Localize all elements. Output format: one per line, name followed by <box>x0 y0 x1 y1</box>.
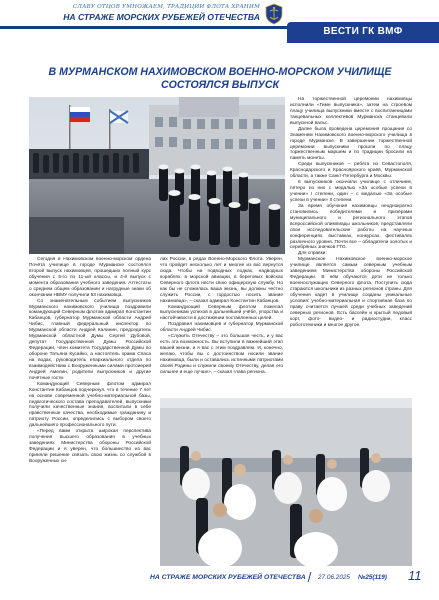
paragraph: Далее была проведена церемония прощания со Знаменем Нахимовского военно-морского училища в городе Мурманске. В завершении торжественной церемонии выпускники прошли по плацу торжественным маршем и по традиции бросили на память монеты. <box>290 126 412 162</box>
navy-emblem-icon <box>263 3 285 25</box>
page-number: 11 <box>408 568 422 583</box>
paragraph: Среди выпускников – ребята из Севастополя, Краснодарского и Красноярского краёв, Мурманской области, а также Санкт-Петербурга и Москвы. <box>290 162 412 180</box>
article-column-1 <box>29 257 151 465</box>
footer-separator <box>308 572 312 582</box>
paragraph: «Служить Отечеству – это большая честь, и у вас есть эта возможность. Вы вступили в важнейший этап вашей жизни, и я вас с этим поздравляю. И, конечно, желаю, чтобы вы с достоинством носили звание нахимовца, были и оставались истинными патриотами своей Родины и служили своему Отечеству, делая его сильнее и еще лучше», – сказал глава региона. <box>160 334 283 375</box>
issue-number: №25(119) <box>358 574 387 581</box>
parade-photo <box>29 97 285 254</box>
header-motto: СЛАВУ ОТЦОВ УМНОЖАЕМ, ТРАДИЦИИ ФЛОТА ХРАНИМ <box>72 4 260 10</box>
paragraph: Со знаменательным событием выпускников Мурманского нахимовского училища поздравили командующий Северным флотом адмирал Константин Кабанцов, губернатор Мурманской области Андрей Чибис, главный федеральный инспектор по Мурманской области Андрей Калинин, председатель Мурманской областной Думы Сергей Дубовой, депутат Государственной Думы Российской Федерации, член комитета Государственной Думы по обороне Татьяна Кусайко, а настоятель храма Спаса на водах, руководитель епархиального отдела по взаимодействию с Вооруженными силами протоиерей Андрей Амелин, родители выпускников и другие почётные гости. <box>29 298 151 381</box>
footer-newspaper-title: НА СТРАЖЕ МОРСКИХ РУБЕЖЕЙ ОТЕЧЕСТВА <box>150 574 306 581</box>
paragraph: Мурманское Нахимовское военно-морское училище является самым северным учебным заведением Министерства обороны Российской Федерации. В нём обучаются дети не только военнослужащих Северного флота. Поступить сюда стараются школьники из разных регионов страны. Для обучения кадет в училище созданы уникальные условия: учебно-материальная и спортивная база по праву считается лучшей среди учебных заведений северных регионов. Есть бассейн и крытый ледовый корт, фото- видео- и радиостудии, класс робототехники и многое другое. <box>290 257 412 328</box>
issue-date: 27.06.2025 <box>318 574 350 581</box>
paragraph: 6 выпускников окончили училище с отличием, пятеро из них с медалью «За особые успехи в учении» I степени, один – с медалью «За особые успехи в учении» II степени. <box>290 180 412 203</box>
paragraph: Командующий Северным флотом пожелал выпускникам успехов в дальнейшей учёбе, упорства и настойчивости в достижении поставленных целей. <box>160 304 283 322</box>
reference-label: Для справки: <box>298 251 327 257</box>
newspaper-title: НА СТРАЖЕ МОРСКИХ РУБЕЖЕЙ ОТЕЧЕСТВА <box>63 12 260 22</box>
section-tab <box>287 22 439 43</box>
paragraph: Поздравил нахимовцев и губернатор Мурманской области Андрей Чибис. <box>160 322 283 334</box>
header-divider <box>0 26 287 29</box>
paragraph: Сегодня в Нахимовском военно-морском ордена Почёта училище в городе Мурманске состоялся второй выпуск нахимовцев, прошедших полный курс обучения с 5-го по 11-ый классы, и 4-й выпуск с момента образования учебного заведения. Аттестаты о среднем общем образовании и нагрудные знаки об окончании НВМУ получили 53 нахимовца. <box>29 257 151 298</box>
paragraph: За время обучения нахимовцы неоднократно становились победителями и призёрами муниципального и регионального этапов всероссийской олимпиады школьников, представляли свои исследовательские работы на научных конференциях, выставках, конкурсах, фестивалях различного уровня. Почти все – обладатели золотых и серебряных значков ГТО. <box>290 203 412 251</box>
paragraph: «Перед вами открыта широкая перспектива получения высшего образования в учебных заведениях Министерства обороны Российской Федерации и я уверен, что большинство из вас приняли решение связать свою жизнь со службой в Вооруженных си- <box>29 429 151 464</box>
article-column-2 <box>160 257 283 376</box>
section-label: ВЕСТИ ГК ВМФ <box>323 26 403 37</box>
paragraph: лах России, в рядах Военно-Морского Флота. Уверен, что пройдет несколько лет и многие из вас вернутся сюда. Чтобы на подводных лодках, надводных кораблях, в морской авиации, в береговых войсках Северного флота нести свою офицерскую службу. Но как бы не сложилась ваша жизнь, вы должны честно служить России, с гордостью носить звание нахимовца», – сказал адмирал Константин Кабанцов. <box>160 257 283 304</box>
waltz-photo <box>160 398 412 566</box>
paragraph: Командующий Северным флотом адмирал Константин Кабанцов подчеркнул, что в течение 7 лет на основе современной учебно-материальной базы, педагогического состава преподавателей, выпускники получили качественные знания, воспитали в себе нравственные качества, необходимые гражданину и патриоту России, определились с выбором своего дальнейшего профессионального пути. <box>29 381 151 429</box>
paragraph: На торжественной церемонии нахимовцы исполнили «Гимн выпускника», затем на строевом плацу училища выпускники вместе с воспитанницами танцевальных коллективов Мурманска станцевали выпускной вальс. <box>290 97 412 126</box>
article-headline: В МУРМАНСКОМ НАХИМОВСКОМ ВОЕННО-МОРСКОМ УЧИЛИЩЕ СОСТОЯЛСЯ ВЫПУСК <box>48 66 392 91</box>
article-column-3 <box>290 97 412 329</box>
